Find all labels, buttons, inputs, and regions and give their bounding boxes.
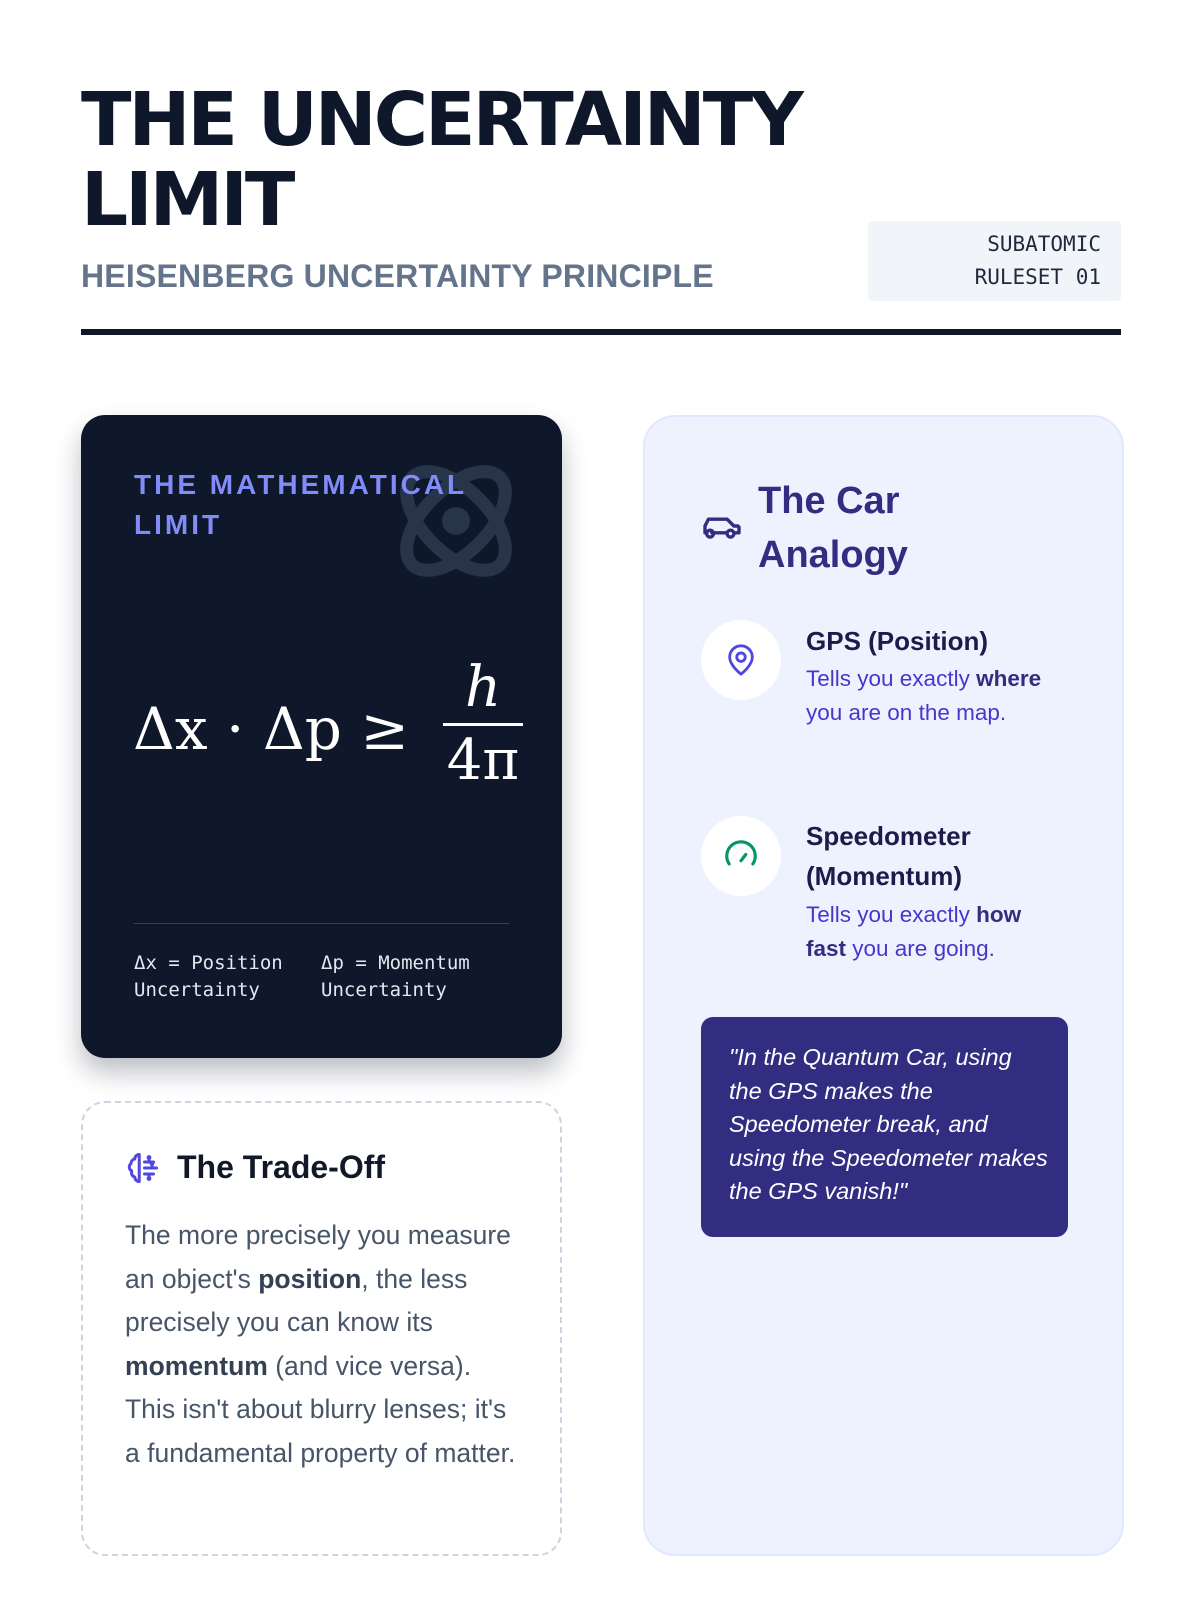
ruleset-line-1: SUBATOMIC	[987, 232, 1101, 256]
speedometer-desc-2: you are going.	[846, 935, 995, 961]
math-card-label: THE MATHEMATICAL LIMIT	[134, 469, 467, 540]
trade-off-header	[125, 1149, 385, 1186]
formula-numerator: h	[464, 655, 502, 720]
trade-off-text-2: , the less precisely you can know its	[125, 1263, 468, 1337]
formula-delta-p: Δp	[262, 695, 342, 763]
map-pin-icon	[724, 643, 758, 677]
speedometer-desc-bold: how fast	[806, 902, 1022, 961]
gps-icon-circle	[701, 620, 781, 700]
speedometer-desc-1: Tells you exactly	[806, 902, 977, 927]
formula-fraction	[443, 655, 523, 794]
fraction-bar	[443, 723, 523, 726]
speedometer-icon	[722, 837, 760, 875]
car-icon	[701, 509, 743, 543]
math-card-divider	[134, 923, 509, 924]
speedometer-description	[806, 898, 1056, 965]
formula-denominator: 4π	[446, 728, 520, 793]
legend-momentum: Δp = Momentum Uncertainty	[321, 952, 470, 1001]
trade-off-text-3: (and vice versa). This isn't about blurry lenses; it's a fundamental property of matter.	[125, 1350, 516, 1468]
trade-off-card	[81, 1101, 562, 1556]
gps-title: GPS (Position)	[806, 626, 988, 656]
brain-icon	[125, 1150, 161, 1186]
trade-off-body	[125, 1214, 525, 1475]
formula-lhs	[133, 695, 409, 763]
gps-desc-2: you are on the map.	[806, 699, 1007, 725]
speedometer-icon-circle	[701, 816, 781, 896]
math-card	[81, 415, 562, 1058]
ruleset-line-2: RULESET 01	[974, 265, 1101, 289]
gps-description	[806, 662, 1056, 729]
header-divider	[81, 329, 1121, 335]
car-analogy-title: The Car Analogy	[758, 480, 908, 576]
gps-desc-bold: where	[976, 666, 1042, 691]
ruleset-badge	[868, 221, 1121, 301]
quantum-car-quote	[701, 1017, 1068, 1237]
trade-off-title: The Trade-Off	[177, 1149, 386, 1185]
legend-position: Δx = Position Uncertainty	[134, 952, 283, 1001]
speedometer-title: Speedometer (Momentum)	[806, 821, 971, 891]
trade-off-bold-momentum: momentum	[125, 1350, 268, 1381]
quote-text: "In the Quantum Car, using the GPS makes the Speedometer break, and using the Speedometer makes the GPS vanish!"	[729, 1044, 1048, 1204]
page-subtitle: HEISENBERG UNCERTAINTY PRINCIPLE	[81, 258, 714, 294]
car-analogy-panel	[643, 415, 1124, 1556]
trade-off-text-1: The more precisely you measure an object's	[125, 1220, 511, 1294]
formula-dot: ·	[226, 695, 245, 763]
formula-geq: ≥	[360, 695, 409, 763]
formula-delta-x: Δx	[133, 695, 208, 763]
trade-off-bold-position: position	[258, 1263, 362, 1294]
gps-desc-1: Tells you exactly	[806, 666, 977, 691]
page-title: THE UNCERTAINTY LIMIT	[81, 77, 801, 243]
